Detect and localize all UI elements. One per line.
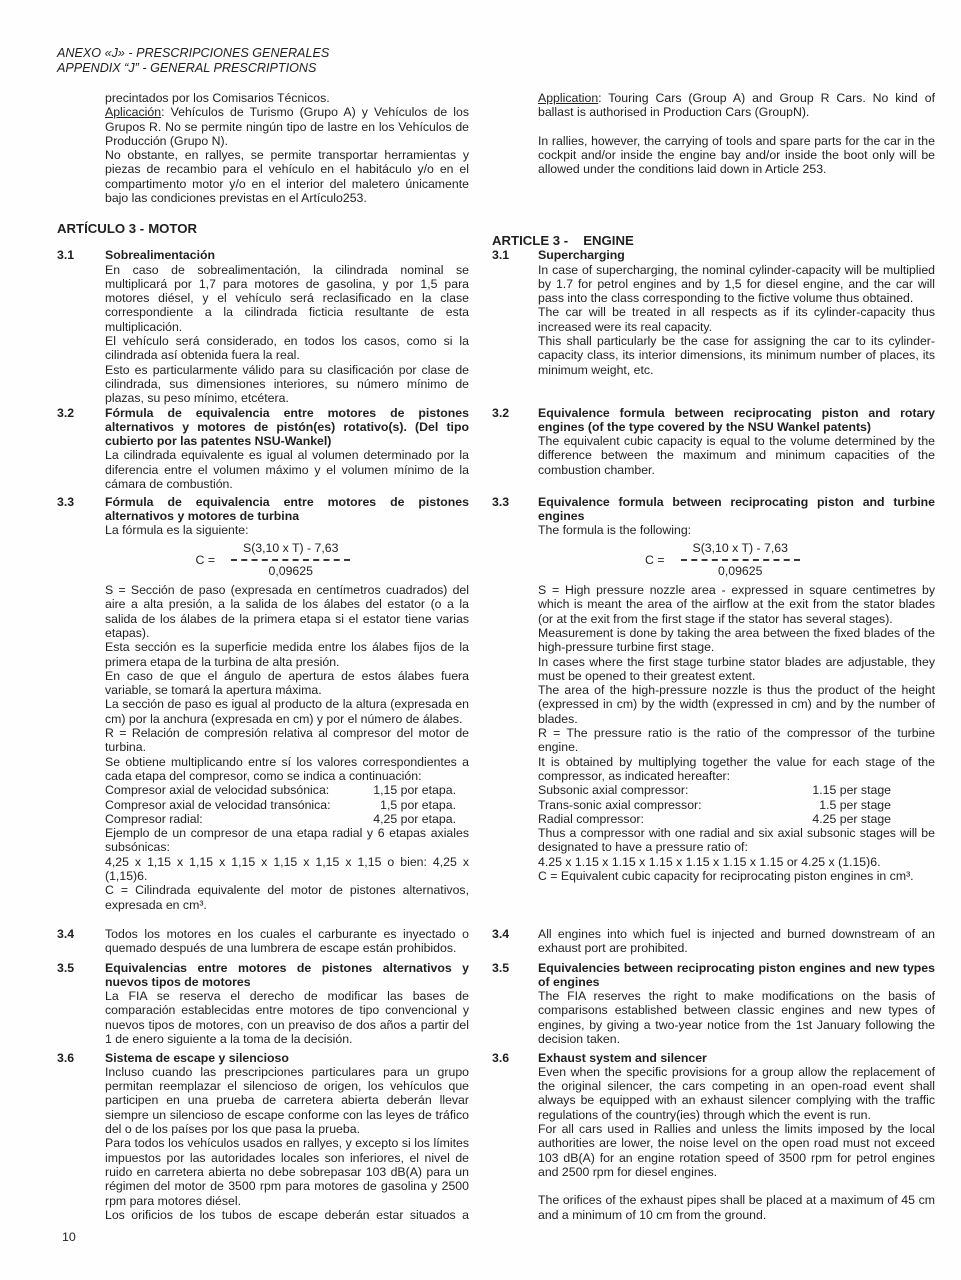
section-number-spacer bbox=[492, 91, 538, 222]
paragraph: C = Equivalent cubic capacity for reciprocating piston engines in cm³. bbox=[538, 868, 914, 883]
section-3-5-spanish bbox=[57, 961, 469, 1051]
paragraph: Even when the specific provisions for a group allow the replacement of the original silencer, the cars competing in an open-road event shall always be equipped with an exhaust silencer complying with the traffic regulations of the country(ies) through which the event is run. bbox=[538, 1064, 935, 1122]
paragraph: R = The pressure ratio is the ratio of the compressor of the turbine engine. bbox=[538, 726, 935, 755]
compressor-ratio-table bbox=[105, 783, 469, 826]
section-number: 3.3 bbox=[57, 494, 75, 509]
paragraph: All engines into which fuel is injected and burned downstream of an exhaust port are prohibited. bbox=[538, 926, 935, 955]
paragraph: La FIA se reserva el derecho de modificar las bases de comparación establecidas entre motores de tipo convencional y nuevos tipos de motores, con un preaviso de dos años a partir del 1 de enero siguiente a la toma de la decisión. bbox=[105, 989, 469, 1047]
paragraph: Incluso cuando las prescripciones particulares para un grupo permitan reemplazar el silencioso de origen, los vehículos que participen en una prueba de carretera abierta deberán llevar siempre un silencioso de escape conforme con las leyes de tráfico del o de los países por los que pasa la prueba. bbox=[105, 1064, 469, 1137]
section-title: Exhaust system and silencer bbox=[538, 1050, 707, 1065]
paragraph: This shall particularly be the case for assigning the car to its cylinder-capacity class, its interior dimensions, its minimum number of places, its minimum weight, etc. bbox=[538, 334, 935, 377]
section-3-2-english bbox=[492, 406, 935, 495]
table-label: Compresor axial de velocidad transónica: bbox=[105, 797, 331, 812]
paragraph: The car will be treated in all respects as if its cylinder-capacity thus increased were its real capacity. bbox=[538, 305, 935, 334]
table-value: 1,15 por etapa. bbox=[373, 783, 456, 798]
table-label: Compresor axial de velocidad subsónica: bbox=[105, 783, 330, 798]
section-title: Fórmula de equivalencia entre motores de pistones alternativos y motores de pistón(es) rotativo(s). (Del tipo cubierto por las patentes NSU-Wankel) bbox=[105, 405, 469, 449]
section-3-2-row bbox=[57, 406, 935, 495]
header-line-english: APPENDIX “J” - GENERAL PRESCRIPTIONS bbox=[57, 60, 317, 75]
article-3-heading-row bbox=[57, 222, 935, 248]
equivalence-formula bbox=[105, 541, 441, 578]
section-3-4-spanish bbox=[57, 927, 469, 961]
paragraph: En caso de que el ángulo de apertura de estos álabes fuera variable, se tomará la apertura máxima. bbox=[105, 668, 469, 698]
article-title bbox=[492, 222, 634, 248]
paragraph: Thus a compressor with one radial and six axial subsonic stages will be designated to have a pressure ratio of: bbox=[538, 826, 935, 855]
intro-spanish bbox=[57, 91, 469, 222]
paragraph: S = Sección de paso (expresada en centímetros cuadrados) del aire a alta presión, a la salida de los álabes del estator (o a la salida de los álabes de la primera etapa si el estator tiene varias etapas). bbox=[105, 583, 469, 640]
section-3-3-row bbox=[57, 495, 935, 927]
section-3-4-english bbox=[492, 927, 935, 961]
table-label: Radial compressor: bbox=[538, 811, 644, 826]
section-3-1-row bbox=[57, 248, 935, 405]
section-title: Equivalence formula between reciprocating piston and turbine engines bbox=[538, 494, 935, 523]
section-3-1-spanish bbox=[57, 248, 469, 405]
paragraph: 4,25 x 1,15 x 1,15 x 1,15 x 1,15 x 1,15 x 1,15 o bien: 4,25 x (1,15)6. bbox=[105, 854, 469, 883]
paragraph bbox=[538, 91, 935, 120]
compressor-ratio-table bbox=[538, 783, 935, 826]
formula-lhs: C = bbox=[645, 552, 665, 567]
article-heading-spanish bbox=[57, 222, 469, 248]
section-3-5-english bbox=[492, 961, 935, 1051]
paragraph: Todos los motores en los cuales el carburante es inyectado o quemado después de una lumbrera de escape están prohibidos. bbox=[105, 926, 469, 955]
paragraph: La cilindrada equivalente es igual al volumen determinado por la diferencia entre el volumen máximo y el volumen mínimo de la cámara de combustión. bbox=[105, 448, 469, 492]
section-3-6-english bbox=[492, 1051, 935, 1223]
intro-row bbox=[57, 91, 935, 222]
paragraph: Esta sección es la superficie medida entre los álabes fijos de la primera etapa de la turbina de alta presión. bbox=[105, 640, 469, 669]
paragraph: In rallies, however, the carrying of tools and spare parts for the car in the cockpit and/or inside the engine bay and/or inside the boot only will be allowed under the conditions laid down in Article 253. bbox=[538, 133, 935, 177]
table-value: 1,5 por etapa. bbox=[380, 797, 456, 812]
section-number: 3.3 bbox=[492, 494, 510, 509]
paragraph: In case of supercharging, the nominal cylinder-capacity will be multiplied by 1.7 for petrol engines and by 1,5 for diesel engine, and the car will pass into the class corresponding to the fictive volume thus obtained. bbox=[538, 262, 935, 306]
table-row bbox=[538, 798, 935, 812]
section-title: Sistema de escape y silencioso bbox=[105, 1050, 289, 1065]
paragraph-text: : Vehículos de Turismo (Grupo A) y Vehículos de los Grupos R. No se permite ningún tipo de lastre en los Vehículos de Producción (Grupo N). bbox=[105, 105, 469, 148]
section-title: Equivalence formula between reciprocating piston and rotary engines (of the type covered by the NSU Wankel patents) bbox=[538, 405, 935, 434]
table-value: 4,25 por etapa. bbox=[373, 811, 456, 826]
table-label: Subsonic axial compressor: bbox=[538, 783, 689, 798]
paragraph: In cases where the first stage turbine stator blades are adjustable, they must be opened to their greatest extent. bbox=[538, 654, 935, 683]
formula-lhs: C = bbox=[195, 552, 215, 567]
paragraph: No obstante, en rallyes, se permite transportar herramientas y piezas de recambio para el vehículo en el habitáculo y/o en el compartimento motor y/o en el interior del maletero únicamente bajo las condiciones previstas en el Artículo253. bbox=[105, 148, 469, 206]
document-body bbox=[57, 91, 935, 1222]
paragraph: Para todos los vehículos usados en rallyes, y excepto si los límites impuestos por las autoridades locales son inferiores, el nivel de ruido en carretera abierta no debe sobrepasar 103 dB(A) para un régimen del motor de 3500 rpm para motores de gasolina y 2500 rpm para motores diésel. bbox=[105, 1136, 469, 1208]
article-heading-english bbox=[492, 222, 935, 248]
table-label: Compresor radial: bbox=[105, 811, 203, 826]
table-row bbox=[105, 783, 469, 797]
paragraph: El vehículo será considerado, en todos los casos, como si la cilindrada así obtenida fuera la real. bbox=[105, 334, 469, 363]
paragraph: C = Cilindrada equivalente del motor de pistones alternativos, expresada en cm³. bbox=[105, 883, 469, 912]
section-3-3-english bbox=[492, 495, 935, 927]
section-number: 3.5 bbox=[492, 960, 510, 975]
section-number: 3.2 bbox=[492, 405, 510, 420]
paragraph: 4.25 x 1.15 x 1.15 x 1.15 x 1.15 x 1.15 x 1.15 or 4.25 x (1.15)6. bbox=[538, 854, 881, 869]
paragraph: The formula is the following: bbox=[538, 523, 692, 538]
section-number: 3.4 bbox=[492, 926, 510, 941]
paragraph-text: : Touring Cars (Group A) and Group R Cars. No kind of ballast is authorised in Production Cars (GroupN). bbox=[538, 91, 935, 120]
table-row bbox=[105, 798, 469, 812]
formula-fraction bbox=[231, 541, 350, 578]
intro-english bbox=[492, 91, 935, 222]
formula-denominator: 0,09625 bbox=[268, 563, 313, 578]
section-title: Equivalencias entre motores de pistones alternativos y nuevos tipos de motores bbox=[105, 960, 469, 989]
table-row bbox=[538, 812, 935, 826]
paragraph: The area of the high-pressure nozzle is thus the product of the height (expressed in cm) by the width (expressed in cm) and by the number of blades. bbox=[538, 683, 935, 726]
section-3-6-spanish bbox=[57, 1051, 469, 1223]
section-number: 3.6 bbox=[57, 1050, 75, 1065]
paragraph: Measurement is done by taking the area between the fixed blades of the high-pressure turbine first stage. bbox=[538, 625, 935, 655]
document-header bbox=[57, 46, 329, 75]
section-title: Sobrealimentación bbox=[105, 248, 216, 263]
section-3-2-spanish bbox=[57, 406, 469, 495]
article-title-text: ENGINE bbox=[583, 233, 634, 248]
paragraph: The equivalent cubic capacity is equal to the volume determined by the difference between the maximum and minimum capacities of the combustion chamber. bbox=[538, 434, 935, 477]
paragraph: Esto es particularmente válido para su clasificación por clase de cilindrada, sus dimensiones interiores, su número mínimo de plazas, su peso mínimo, etcétera. bbox=[105, 362, 469, 406]
paragraph: R = Relación de compresión relativa al compresor del motor de turbina. bbox=[105, 726, 469, 755]
paragraph: The FIA reserves the right to make modifications on the basis of comparisons established between classic engines and new types of engines, by giving a two-year notice from the 1st January following the decision taken. bbox=[538, 989, 935, 1047]
header-line-spanish: ANEXO «J» - PRESCRIPCIONES GENERALES bbox=[57, 46, 330, 60]
section-number: 3.4 bbox=[57, 926, 75, 941]
page-number: 10 bbox=[62, 1230, 76, 1244]
table-row bbox=[538, 783, 935, 797]
section-number-spacer bbox=[57, 91, 105, 222]
section-number: 3.1 bbox=[492, 248, 510, 263]
paragraph: For all cars used in Rallies and unless the limits imposed by the local authorities are lower, the noise level on the open road must not exceed 103 dB(A) for an engine rotation speed of 3500 rpm for petrol engines and 2500 rpm for diesel engines. bbox=[538, 1122, 935, 1179]
section-title: Supercharging bbox=[538, 248, 625, 263]
formula-denominator: 0,09625 bbox=[718, 563, 763, 578]
paragraph: Los orificios de los tubos de escape deberán estar situados a bbox=[105, 1207, 469, 1222]
article-label: ARTÍCULO 3 - bbox=[57, 221, 145, 236]
formula-numerator: S(3,10 x T) - 7,63 bbox=[681, 541, 800, 560]
section-3-4-row bbox=[57, 927, 935, 961]
section-number: 3.1 bbox=[57, 248, 75, 263]
formula-numerator: S(3,10 x T) - 7,63 bbox=[231, 541, 350, 560]
underlined-lead: Aplicación bbox=[105, 105, 162, 120]
table-value: 1.15 per stage bbox=[812, 783, 891, 798]
paragraph bbox=[105, 105, 469, 148]
paragraph: En caso de sobrealimentación, la cilindrada nominal se multiplicará por 1,7 para motores de gasolina, y por 1,5 para motores diésel, y el vehículo será reclasificado en la clase correspondiente a la cilindrada ficticia resultante de esta multiplicación. bbox=[105, 262, 469, 334]
article-title-text: MOTOR bbox=[148, 221, 198, 236]
article-label: ARTICLE 3 - bbox=[492, 233, 569, 248]
section-number: 3.2 bbox=[57, 405, 75, 420]
section-number: 3.5 bbox=[57, 960, 75, 975]
paragraph: It is obtained by multiplying together the value for each stage of the compressor, as indicated hereafter: bbox=[538, 754, 935, 783]
paragraph: S = High pressure nozzle area - expressed in square centimetres by which is meant the area of the airflow at the exit from the stator blades (or at the exit from the first stage if the stator has several stages). bbox=[538, 583, 935, 626]
paragraph: precintados por los Comisarios Técnicos. bbox=[105, 91, 330, 105]
section-number: 3.6 bbox=[492, 1050, 510, 1065]
formula-fraction bbox=[681, 541, 800, 578]
table-label: Trans-sonic axial compressor: bbox=[538, 797, 702, 812]
section-title: Equivalencies between reciprocating piston engines and new types of engines bbox=[538, 960, 935, 989]
table-row bbox=[105, 812, 469, 826]
paragraph: Se obtiene multiplicando entre sí los valores correspondientes a cada etapa del compresor, como se indica a continuación: bbox=[105, 754, 469, 783]
section-3-3-spanish bbox=[57, 495, 469, 927]
section-3-6-row bbox=[57, 1051, 935, 1223]
table-value: 4.25 per stage bbox=[812, 811, 891, 826]
section-3-1-english bbox=[492, 248, 935, 405]
paragraph: Ejemplo de un compresor de una etapa radial y 6 etapas axiales subsónicas: bbox=[105, 826, 469, 855]
section-3-5-row bbox=[57, 961, 935, 1051]
underlined-lead: Application bbox=[538, 91, 599, 105]
equivalence-formula bbox=[538, 541, 907, 578]
paragraph: La fórmula es la siguiente: bbox=[105, 523, 249, 538]
section-title: Fórmula de equivalencia entre motores de pistones alternativos y motores de turbina bbox=[105, 494, 469, 523]
article-title bbox=[57, 222, 197, 248]
paragraph: The orifices of the exhaust pipes shall be placed at a maximum of 45 cm and a minimum of 10 cm from the ground. bbox=[538, 1193, 935, 1222]
table-value: 1.5 per stage bbox=[819, 797, 891, 812]
paragraph: La sección de paso es igual al producto de la altura (expresada en cm) por la anchura (expresada en cm) y por el número de álabes. bbox=[105, 697, 469, 726]
